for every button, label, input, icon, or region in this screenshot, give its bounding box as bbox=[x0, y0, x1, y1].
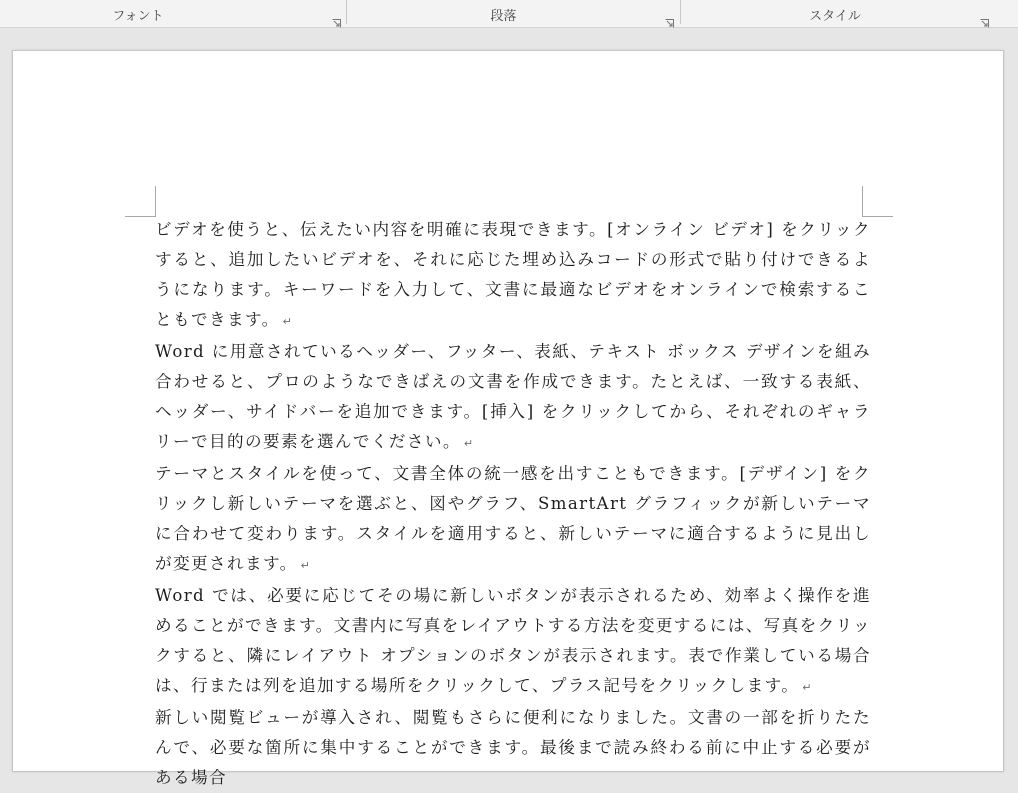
paragraph[interactable] bbox=[155, 703, 871, 793]
paragraph[interactable] bbox=[155, 337, 871, 459]
styles-dialog-launcher-icon[interactable] bbox=[980, 13, 989, 22]
paragraph-text: Word に用意されているヘッダー、フッター、表紙、テキスト ボックス デザインを組み合わせると、プロのようなできばえの文書を作成できます。たとえば、一致する表紙、ヘッダー、サイドバーを追加できます。[挿入] をクリックしてから、それぞれのギャラリーで目的の要素を選んでください。 bbox=[155, 342, 871, 451]
paragraph-text: ビデオを使うと、伝えたい内容を明確に表現できます。[オンライン ビデオ] をクリックすると、追加したいビデオを、それに応じた埋め込みコードの形式で貼り付けできるようになります。キーワードを入力して、文書に最適なビデオをオンラインで検索することもできます。 bbox=[155, 220, 871, 329]
document-page[interactable] bbox=[12, 50, 1004, 787]
paragraph-mark-icon: ↵ bbox=[300, 559, 312, 572]
ribbon-group-styles-label: スタイル bbox=[809, 9, 861, 24]
document-body[interactable] bbox=[155, 215, 871, 793]
paragraph[interactable] bbox=[155, 459, 871, 581]
margin-corner-mark-top-right bbox=[862, 186, 893, 217]
paragraph-mark-icon: ↵ bbox=[463, 437, 475, 450]
paragraph-text: テーマとスタイルを使って、文書全体の統一感を出すこともできます。[デザイン] をクリックし新しいテーマを選ぶと、図やグラフ、SmartArt グラフィックが新しいテーマに合わせて変わります。スタイルを適用すると、新しいテーマに適合するように見出しが変更されます。 bbox=[155, 464, 871, 573]
ribbon-group-font bbox=[0, 0, 346, 27]
paragraph-dialog-launcher-icon[interactable] bbox=[665, 13, 674, 22]
margin-corner-mark-top-left bbox=[125, 186, 156, 217]
paragraph[interactable] bbox=[155, 581, 871, 703]
ribbon-group-paragraph-label: 段落 bbox=[490, 9, 517, 24]
ribbon-group-paragraph bbox=[347, 0, 680, 27]
paragraph-text: Word では、必要に応じてその場に新しいボタンが表示されるため、効率よく操作を進めることができます。文書内に写真をレイアウトする方法を変更するには、写真をクリックすると、隣にレイアウト オプションのボタンが表示されます。表で作業している場合は、行または列を追加する場所をクリックして、プラス記号をクリックします。 bbox=[155, 586, 871, 695]
font-dialog-launcher-icon[interactable] bbox=[332, 13, 341, 22]
paragraph-mark-icon: ↵ bbox=[282, 315, 294, 328]
ribbon-bar bbox=[0, 0, 1018, 28]
ribbon-group-font-label: フォント bbox=[112, 9, 164, 24]
ribbon-group-styles bbox=[681, 0, 999, 27]
paragraph[interactable] bbox=[155, 215, 871, 337]
paragraph-text: 新しい閲覧ビューが導入され、閲覧もさらに便利になりました。文書の一部を折りたたんで、必要な箇所に集中することができます。最後まで読み終わる前に中止する必要がある場合 bbox=[155, 708, 871, 787]
paragraph-mark-icon: ↵ bbox=[802, 681, 813, 694]
